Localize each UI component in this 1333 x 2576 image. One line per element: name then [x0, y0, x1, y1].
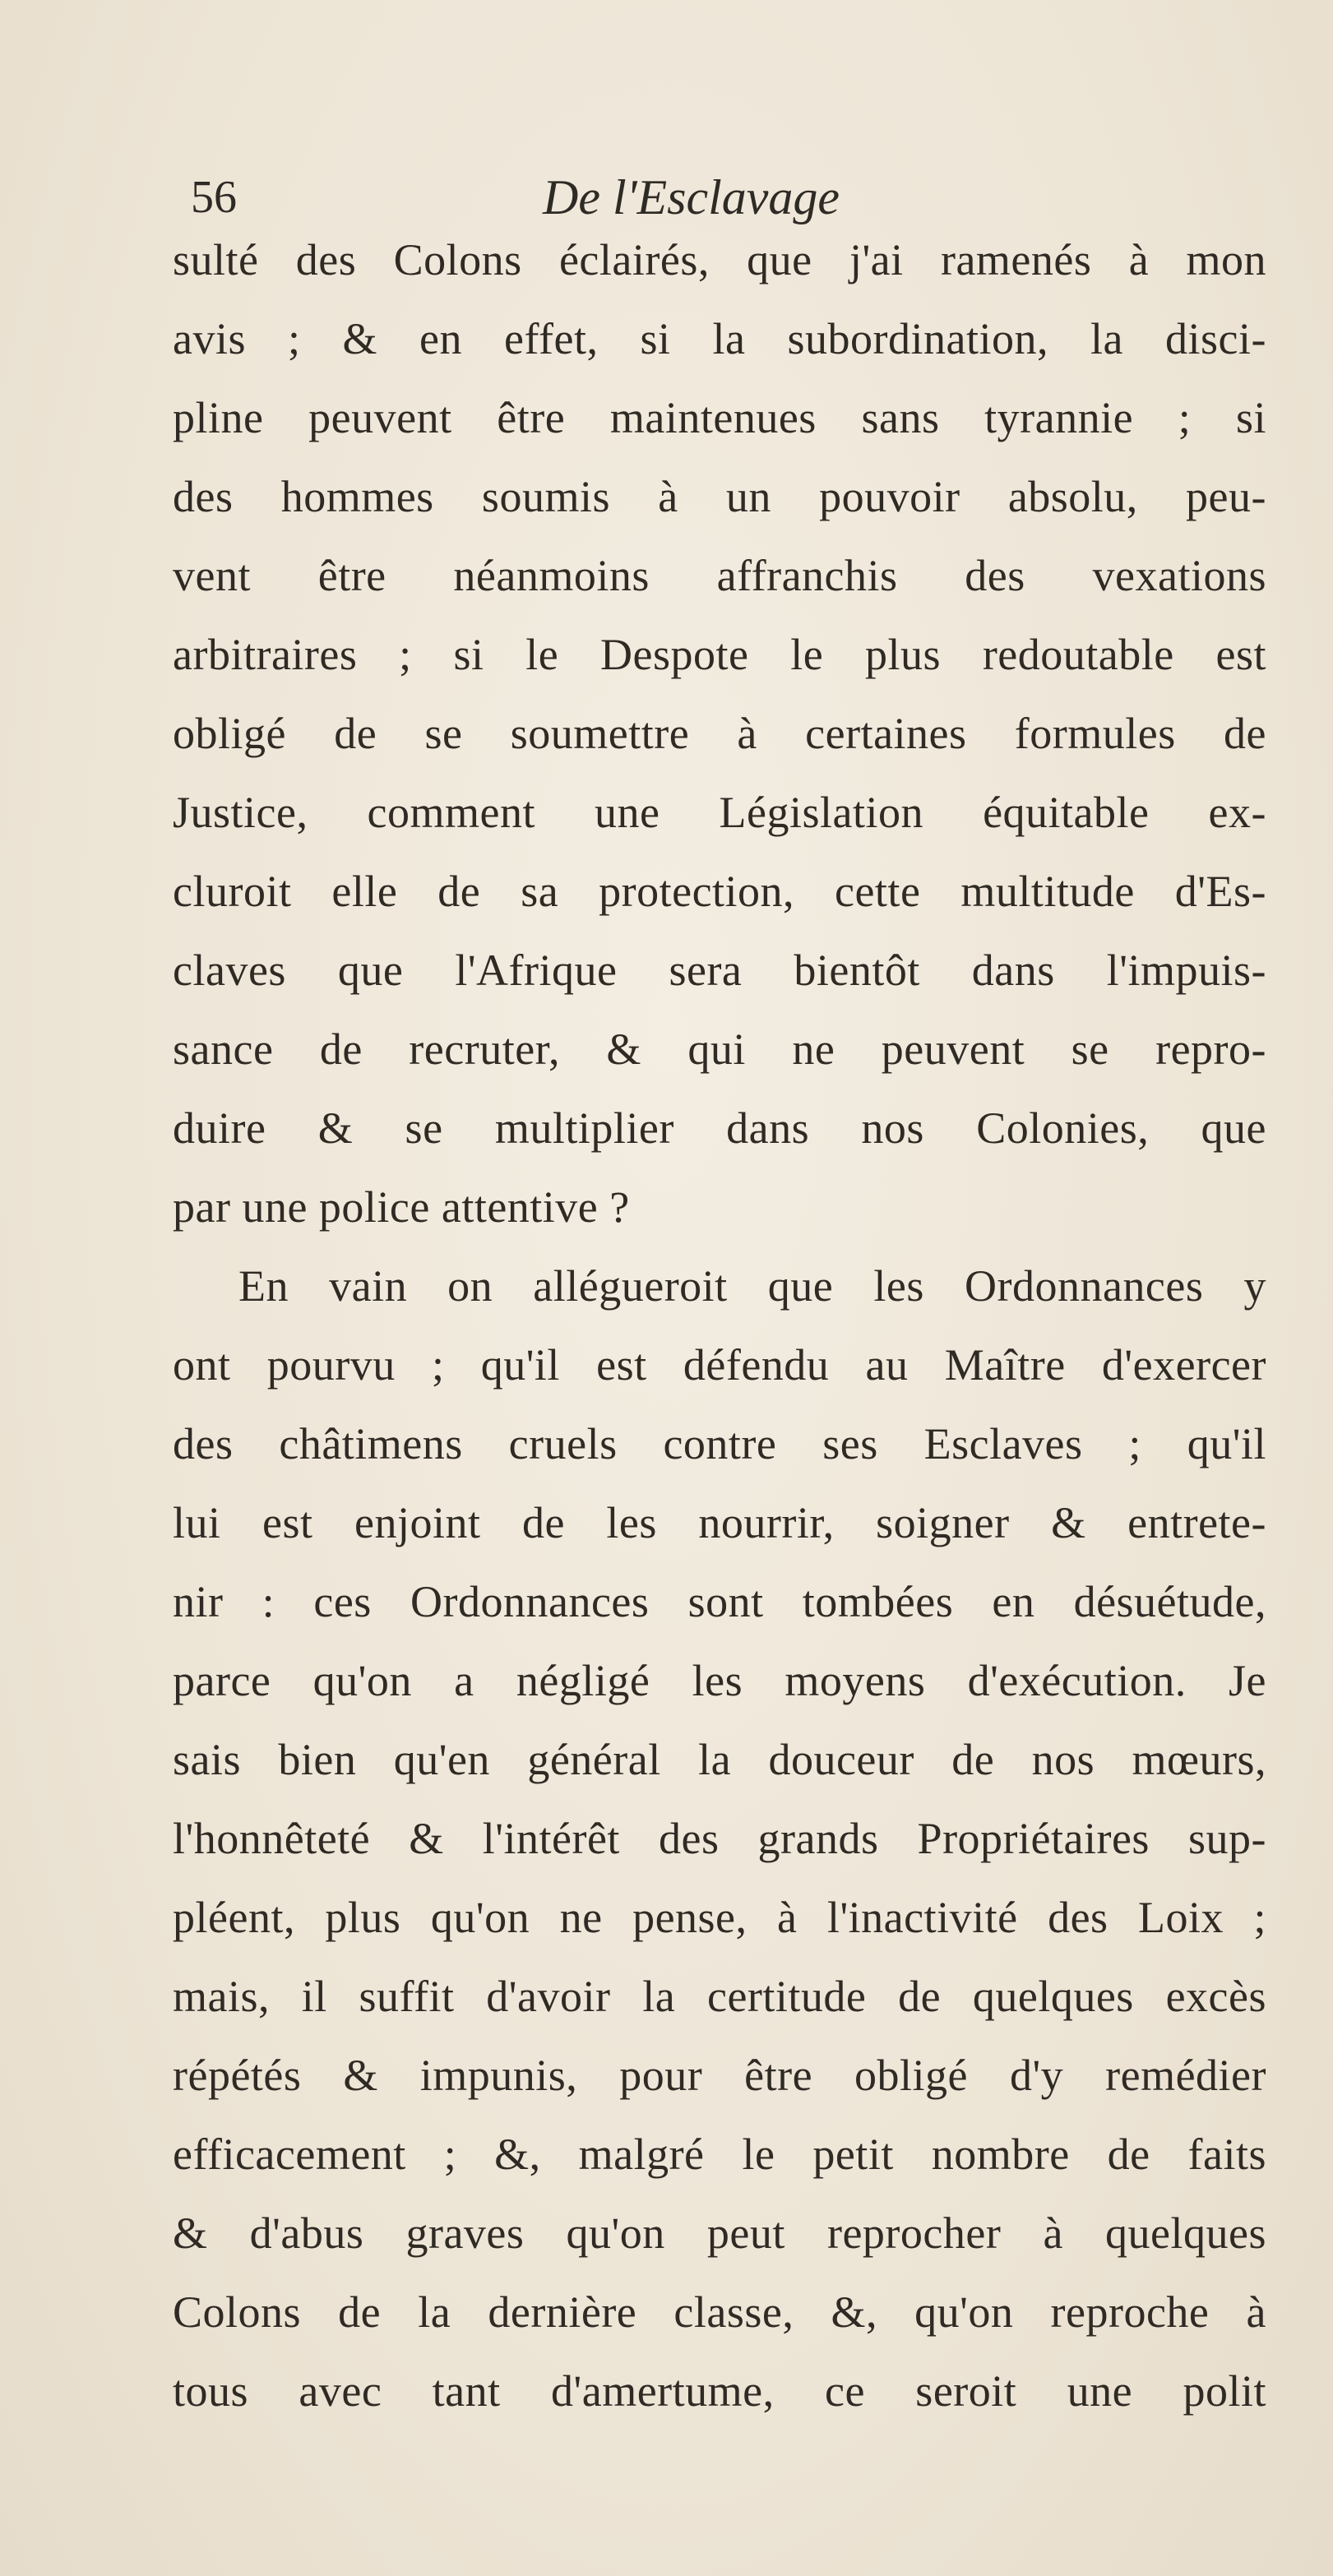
text-line: obligé de se soumettre à certaines formules de	[173, 709, 1266, 758]
text-line: cluroit elle de sa protection, cette multitude d'Es-	[173, 867, 1266, 916]
text-line: & d'abus graves qu'on peut reprocher à quelques	[173, 2208, 1266, 2258]
text-line: par une police attentive ?	[173, 1182, 630, 1232]
running-head: De l'Esclavage	[543, 170, 840, 224]
page-number: 56	[191, 172, 237, 223]
text-line: avis ; & en effet, si la subordination, la disci-	[173, 314, 1266, 363]
text-line: mais, il suffit d'avoir la certitude de quelques excès	[173, 1972, 1266, 2021]
text-line: sais bien qu'en général la douceur de nos mœurs,	[173, 1735, 1266, 1784]
text-line: pléent, plus qu'on ne pense, à l'inactivité des Loix ;	[173, 1893, 1266, 1942]
text-line: arbitraires ; si le Despote le plus redoutable est	[173, 630, 1266, 679]
text-line: tous avec tant d'amertume, ce seroit une polit	[173, 2366, 1266, 2416]
text-line: pline peuvent être maintenues sans tyrannie ; si	[173, 393, 1266, 442]
text-line: nir : ces Ordonnances sont tombées en désuétude,	[173, 1577, 1266, 1626]
text-line: ont pourvu ; qu'il est défendu au Maître d'exercer	[173, 1340, 1266, 1390]
text-line: duire & se multiplier dans nos Colonies, que	[173, 1103, 1266, 1153]
text-line: des hommes soumis à un pouvoir absolu, peu-	[173, 472, 1266, 521]
text-line: vent être néanmoins affranchis des vexations	[173, 551, 1266, 600]
text-line: claves que l'Afrique sera bientôt dans l'impuis-	[173, 946, 1266, 995]
text-line: efficacement ; &, malgré le petit nombre de faits	[173, 2130, 1266, 2179]
text-line: répétés & impunis, pour être obligé d'y remédier	[173, 2051, 1266, 2100]
paragraph-start-line: En vain on allégueroit que les Ordonnances y	[238, 1261, 1266, 1311]
text-line: Justice, comment une Législation équitable ex-	[173, 788, 1266, 837]
text-line: des châtimens cruels contre ses Esclaves ; qu'il	[173, 1419, 1266, 1468]
text-line: l'honnêteté & l'intérêt des grands Propriétaires sup-	[173, 1814, 1266, 1863]
text-line: sance de recruter, & qui ne peuvent se repro-	[173, 1024, 1266, 1074]
text-line: Colons de la dernière classe, &, qu'on reproche à	[173, 2287, 1266, 2337]
text-line: parce qu'on a négligé les moyens d'exécution. Je	[173, 1656, 1266, 1705]
text-line: lui est enjoint de les nourrir, soigner & entrete-	[173, 1498, 1266, 1547]
text-line: sulté des Colons éclairés, que j'ai ramenés à mon	[173, 235, 1266, 284]
